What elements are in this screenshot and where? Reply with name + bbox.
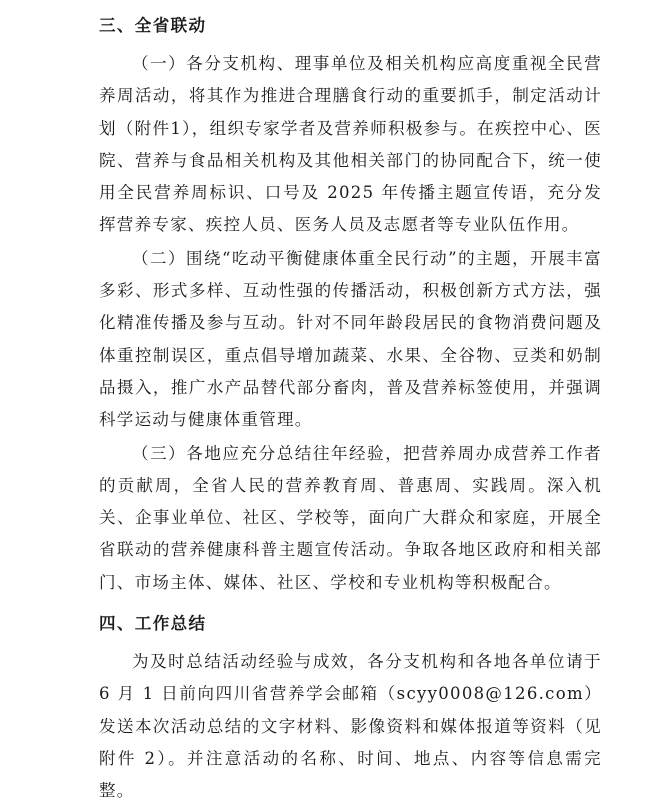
- section-heading-4: 四、工作总结: [99, 614, 207, 634]
- paragraph-3-1: （一）各分支机构、理事单位及相关机构应高度重视全民营养周活动，将其作为推进合理膳食行动的重要抓手，制定活动计划（附件1），组织专家学者及营养师积极参与。在疾控中心、医院、营养与食品相关机构及其他相关部门的协同配合下，统一使用全民营养周标识、口号及 2025 年传播主题宣传语，充分发挥营养专家、疾控人员、医务人员及志愿者等专业队伍作用。: [99, 54, 602, 235]
- section-heading-3: 三、全省联动: [99, 16, 207, 35]
- paragraph-3-3: （三）各地应充分总结往年经验，把营养周办成营养工作者的贡献周，全省人民的营养教育周、普惠周、实践周。深入机关、企事业单位、社区、学校等，面向广大群众和家庭，开展全省联动的营养健康科普主题宣传活动。争取各地区政府和相关部门、市场主体、媒体、社区、学校和专业机构等积极配合。: [99, 443, 602, 592]
- paragraph-3-2: （二）围绕“吃动平衡健康体重全民行动”的主题，开展丰富多彩、形式多样、互动性强的传播活动，积极创新方式方法，强化精准传播及参与互动。针对不同年龄段居民的食物消费问题及体重控制误区，重点倡导增加蔬菜、水果、全谷物、豆类和奶制品摄入，推广水产品替代部分畜肉，普及营养标签使用，并强调科学运动与健康体重管理。: [99, 248, 602, 430]
- paragraph-4-1: 为及时总结活动经验与成效，各分支机构和各地各单位请于 6 月 1 日前向四川省营养学会邮箱（scyy0008@126.com）发送本次活动总结的文字材料、影像资料和媒体报道等资料（见附件 2）。并注意活动的名称、时间、地点、内容等信息需完整。: [99, 652, 602, 801]
